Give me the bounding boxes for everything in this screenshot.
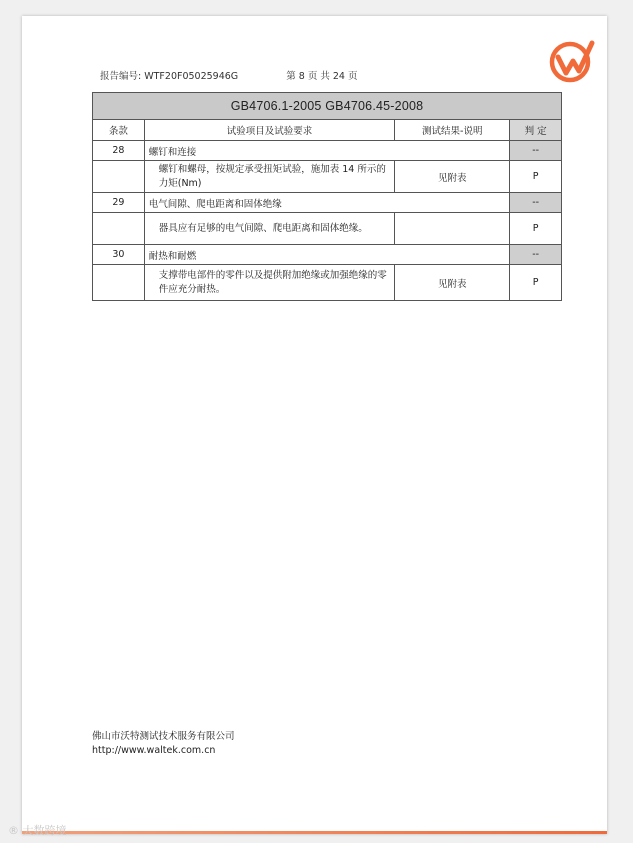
requirement-text: 螺钉和螺母，按规定承受扭矩试验，施加表 14 所示的力矩(Nm) [144, 161, 394, 193]
clause-number: 29 [93, 193, 145, 213]
clause-number: 28 [93, 141, 145, 161]
table-row [93, 161, 562, 193]
requirement-text: 支撑带电部件的零件以及提供附加绝缘或加强绝缘的零件应充分耐热。 [144, 265, 394, 301]
result-cell: 见附表 [395, 161, 510, 193]
verdict-cell: -- [510, 245, 562, 265]
page-info: 第 8 页 共 24 页 [286, 71, 358, 82]
clause-number [93, 265, 145, 301]
clause-title: 电气间隙、爬电距离和固体绝缘 [144, 193, 510, 213]
requirement-text: 器具应有足够的电气间隙、爬电距离和固体绝缘。 [144, 213, 394, 245]
watermark: ® 大数跨境 [8, 824, 67, 837]
company-url: http://www.waltek.com.cn [92, 745, 216, 757]
verdict-cell: -- [510, 193, 562, 213]
table-row [93, 245, 562, 265]
company-name: 佛山市沃特测试技术服务有限公司 [92, 731, 235, 742]
table-title-row [93, 93, 562, 120]
result-cell: 见附表 [395, 265, 510, 301]
verdict-cell: P [510, 161, 562, 193]
table-row [93, 141, 562, 161]
column-header-item: 试验项目及试验要求 [144, 120, 394, 141]
table-row [93, 193, 562, 213]
waltek-check-logo-icon [546, 35, 596, 85]
report-number: WTF20F05025946G [144, 71, 239, 82]
document-page [22, 16, 607, 834]
test-results-table [92, 92, 562, 301]
clause-number [93, 161, 145, 193]
verdict-cell: P [510, 265, 562, 301]
result-cell [395, 213, 510, 245]
company-footer [92, 730, 235, 759]
verdict-cell: -- [510, 141, 562, 161]
column-header-verdict: 判 定 [510, 120, 562, 141]
clause-number [93, 213, 145, 245]
clause-number: 30 [93, 245, 145, 265]
standard-title: GB4706.1-2005 GB4706.45-2008 [93, 93, 562, 120]
table-header-row [93, 120, 562, 141]
column-header-clause: 条款 [93, 120, 145, 141]
report-header [100, 68, 357, 82]
column-header-result: 测试结果-说明 [395, 120, 510, 141]
page-bottom-accent [22, 831, 607, 834]
report-number-label: 报告编号: [100, 71, 142, 82]
clause-title: 螺钉和连接 [144, 141, 510, 161]
table-row [93, 265, 562, 301]
table-row [93, 213, 562, 245]
verdict-cell: P [510, 213, 562, 245]
clause-title: 耐热和耐燃 [144, 245, 510, 265]
